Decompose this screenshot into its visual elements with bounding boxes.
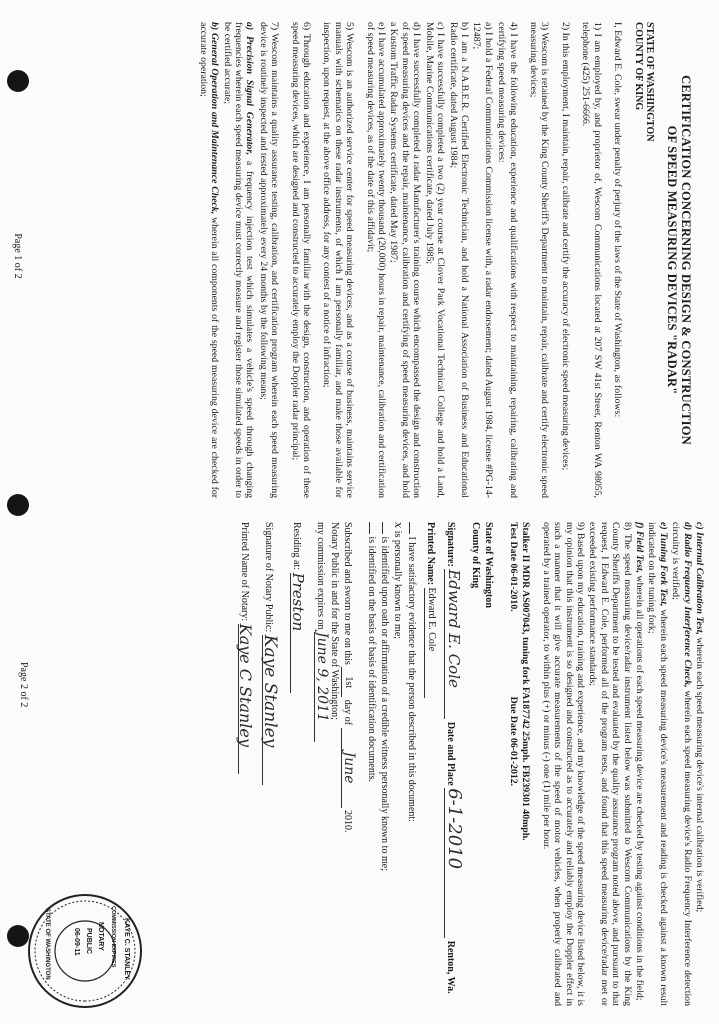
stamp-line-date: 06-09-11	[73, 928, 80, 956]
paragraph-4: 4) I have the following education, experience and qualifications with respect to maintaining, repairing, calibrating and certifying speed measuring devices:	[496, 22, 519, 498]
title-line-2: OF SPEED MEASURING DEVICES "RADAR"	[665, 125, 679, 395]
date-place-label: Date and Place	[445, 721, 457, 786]
paragraph-7e-text: wherein each speed measuring device's measurement and reading is checked against a known result indicated on the tuning fork;	[646, 522, 669, 1007]
page-1-footer: Page 1 of 2	[12, 233, 23, 279]
signature-line	[445, 569, 464, 719]
notary-signature: Kaye Stanley	[263, 635, 277, 785]
punch-hole-top	[7, 70, 29, 92]
paragraph-4d: d) I have successfully completed a radar Manufacturer's training course which encompassed the design and construction of speed measuring devices and the repair, maintenance, calibration and certifying of speed measuring devices, and hold a Kustom Traffic Radar Systems certificate, dated May 1987;	[388, 22, 423, 498]
notary-printed-label: Printed Name of Notary:	[239, 522, 251, 622]
page-2	[0, 512, 719, 1024]
paragraph-7b-text: wherein all components of the speed measuring device are checked for accurate operation;	[197, 22, 221, 499]
subscribed-prefix: Subscribed and sworn to me on this	[342, 522, 354, 665]
notary-printed-row	[236, 522, 256, 1006]
paragraph-6: 6) Through education and experience, I am personally familiar with the design, construction, and operation of these speed measuring devices, which are designed and constructed to accurately employ the Doppler radar principal;	[289, 22, 313, 498]
notary-state: State of Washington	[483, 522, 495, 608]
paragraph-7d-text: wherein each speed measuring device's Radio Frequency Interference detection circuitry is verified;	[670, 522, 693, 1006]
notary-county: County of King	[470, 522, 482, 589]
stamp-line-notary: NOTARY	[97, 922, 104, 951]
residing-row	[289, 522, 308, 1006]
title-line-1: CERTIFICATION CONCERNING DESIGN & CONSTRUCTION	[679, 75, 693, 445]
paragraph-1: 1) I am employed by, and proprietor of, Wescom Communications located at 207 SW 41st Street, Renton WA 98055, telephone (425) 251-6666.	[580, 22, 603, 498]
test-date: Test Date 06-01-2010.	[507, 522, 519, 612]
stamp-line-commission: COMMISSION EXPIRES	[110, 906, 116, 968]
paragraph-7c-label: c) Internal Calibration Test,	[694, 522, 705, 635]
paragraph-4e: e) I have accumulated approximately twenty thousand (20,000) hours in repair, maintenance, calibration and certification of speed measuring devices, as of the date of this affidavit;	[364, 22, 388, 498]
subscribed-month: June	[342, 728, 356, 808]
printed-name-row	[425, 522, 439, 1006]
notary-printed-name: Kaye C Stanley	[239, 624, 253, 774]
option-1-mark: x	[392, 522, 406, 529]
option-1-text: is personally known to me;	[392, 530, 404, 640]
paragraph-7c	[694, 522, 705, 1006]
paragraph-7a-label: a) Precision Signal Generator,	[244, 22, 256, 156]
test-due-dates	[508, 522, 519, 1006]
county-line: COUNTY OF KING	[633, 22, 644, 111]
paragraph-7b	[197, 22, 220, 498]
paragraph-8: 8) The speed measuring device/radar instrument listed below was submitted to Wescom Communications by the King County Sheriffs Department to be tested and evaluated by the quality assurance program noted above, and pursuant to that request, I Edward E. Cole, performed all of the program tests, and found that this speed measuring device/radar met or exceeded existing performance standards;	[587, 522, 633, 1006]
device-line: Stalker II MDR AS007043, tuning fork FA187742 25mph. FB239301 40mph.	[520, 522, 532, 841]
paragraph-7d-label: d) Radio Frequency Interference Check,	[681, 522, 693, 688]
place-suffix: Renton, Wa.	[445, 940, 457, 994]
evidence-statement	[406, 522, 419, 1006]
paragraph-7d	[670, 522, 693, 1006]
paragraph-2: 2) In this employment, I maintain, repair, calibrate and certify the accuracy of electronic speed measuring devices;	[559, 22, 571, 471]
option-2-text: is identified upon oath or affirmation of a credible witness personally known to me;	[379, 536, 391, 871]
intro-paragraph: I, Edward E. Cole, swear under penalty of perjury of the laws of the State of Washington, as follows:	[612, 22, 623, 418]
paragraph-7e-label: e) Tuning Fork Test,	[657, 522, 669, 607]
paragraph-7b-label: b) General Operation and Maintenance Check,	[209, 22, 221, 215]
notary-signature-label: Signature of Notary Public:	[263, 522, 275, 633]
paragraph-5: 5) Wescom is an authorized service center for speed measuring devices, and as a course of business, maintains service manuals with schematics on these radar instruments, of which I am personally familiar, and make those available for inspection, upon request, at the above office address, for any contest of a notice of infraction;	[321, 22, 356, 498]
paragraph-4b: b) I am a N.A.B.E.R. Certified Electronic Technician, and hold a National Association of Business and Educational Radio certificate, dated August 1984;	[447, 22, 470, 498]
notary-public-line: Notary Public in and for the State of Washington;	[329, 522, 341, 720]
stamp-line-state: STATE OF WASHINGTON	[44, 908, 50, 980]
signature-row	[444, 522, 466, 1006]
document-title	[665, 22, 693, 498]
paragraph-7a	[221, 22, 255, 498]
evidence-option-1	[392, 522, 406, 1006]
paragraph-7a-text: a frequency injection test which simulates a vehicle's speed through changing frequencies wherein each speed measuring device must correctly measure and register those simulated speeds in order to be certified accurate;	[221, 22, 256, 498]
state-line: STATE OF WASHINGTON	[644, 22, 655, 142]
option-3-text: is identified on the basis of basis of identification documents.	[366, 536, 378, 783]
printed-name-label: Printed Name:	[425, 522, 437, 586]
date-handwriting: 6-1-2010	[444, 788, 466, 870]
subscribed-year: 2010.	[342, 810, 354, 833]
residing-value: Preston	[291, 573, 305, 693]
signature-label: Signature:	[445, 522, 457, 567]
paragraph-7c-text: wherein each speed measuring device's internal calibration is verified;	[694, 637, 705, 913]
subscribed-row	[342, 522, 356, 1006]
signature-handwriting: Edward E. Cole	[445, 569, 464, 688]
printed-name-value: Edward E. Cole	[425, 588, 439, 698]
paragraph-7f	[634, 522, 645, 1006]
evidence-option-3	[366, 522, 379, 1006]
commission-value: June 9, 2011	[315, 632, 329, 742]
venue-caption	[633, 22, 655, 498]
stamp-line-public: PUBLIC	[85, 928, 92, 955]
date-place-line	[444, 788, 466, 938]
page-2-footer: Page 2 of 2	[18, 662, 29, 708]
paragraph-3: 3) Wescom is retained by the King County Sheriff's Department to maintain, repair, calibrate and certify electronic speed measuring devices;	[527, 22, 551, 498]
paragraph-7f-text: wherein all operations of each speed measuring device are checked by testing against conditions in the field;	[633, 575, 645, 1001]
subscribed-day: 1st	[342, 667, 356, 697]
notary-seal	[26, 892, 144, 1010]
paragraph-7f-label: f) Field Test,	[633, 522, 645, 574]
notary-signature-row	[260, 522, 281, 1006]
paragraph-4a: a) I hold a Federal Communications Commission license with, a radar endorsement; dated August 1984, license #PG-14-12487;	[471, 22, 494, 498]
paragraph-7: 7) Wescom maintains a quality assurance testing, calibration, and certification program wherein each speed measuring device is routinely inspected and tested approximately every 24 months by the following means;	[257, 22, 281, 498]
stamp-name: KAYE C. STANLEY	[123, 918, 130, 980]
paragraph-4c: c) I have successfully completed a two (2) year course at Clover Park Vocational Technical College and hold a Land, Mobile, Marine Communications certificate, dated July 1985;	[423, 22, 447, 498]
due-date: Due Date 06-01-2012.	[507, 696, 519, 787]
paragraph-9: 9) Based upon my education, training and experience, and my knowledge of the speed measuring device listed below, it is my opinion that this instrument is so designed and constructed as to accurately and reliably employ the Doppler effect in such a manner that it will give accurate measurements of the speed of motor vehicles, when properly calibrated and operated by a trained operator, to within plus (+) or minus (-) one (1) mile per hour.	[540, 522, 586, 1006]
evidence-option-2	[379, 522, 392, 1006]
commission-row	[315, 522, 329, 1006]
residing-label: Residing at:	[291, 522, 303, 571]
subscribed-mid: day of	[342, 699, 354, 726]
evidence-text: I have satisfactory evidence that the person described in this document:	[406, 536, 418, 822]
paragraph-7e	[646, 522, 669, 1006]
commission-label: my commission expires on	[315, 522, 327, 630]
